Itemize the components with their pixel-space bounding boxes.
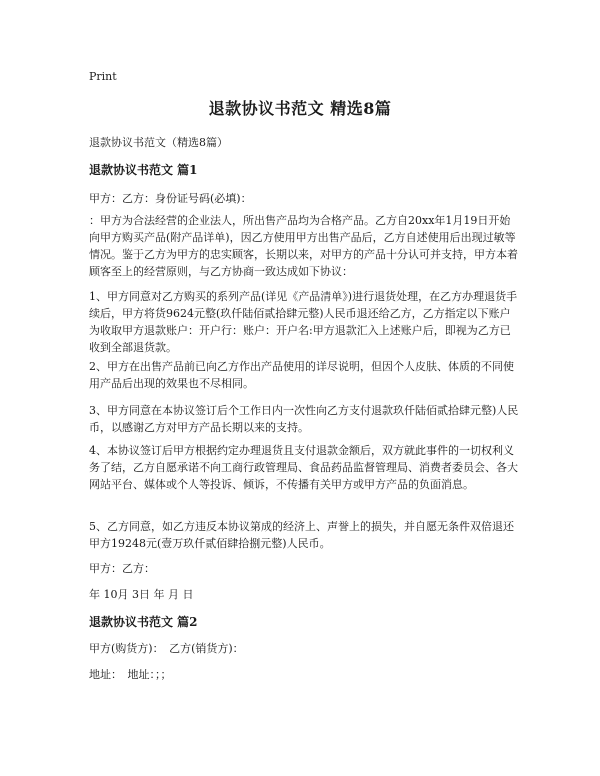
subtitle: 退款协议书范文（精选8篇） (89, 136, 228, 149)
paragraph-clause-1: 1、甲方同意对乙方购买的系列产品(详见《产品清单》)进行退货处理，在乙方办理退货手续后，甲方将货9624元整(玖仟陆佰贰拾肆元整)人民币退还给乙方，乙方指定以下账户为收取甲方退款账户：开户行：账户：开户名:甲方退款汇入上述账户后，即视为乙方已收到全部退货款。 (89, 290, 518, 354)
date-line: 年 10月 3日 年 月 日 (89, 588, 194, 601)
paragraph-clause-2: 2、甲方在出售产品前已向乙方作出产品使用的详尽说明，但因个人皮肤、体质的不同使用产品后出现的效果也不尽相同。 (89, 360, 514, 390)
paragraph-parties: 甲方：乙方：身份证号码(必填)： (89, 192, 252, 205)
signature-line: 甲方：乙方： (89, 562, 155, 575)
paragraph-clause-5: 5、乙方同意，如乙方违反本协议第成的经济上、声誉上的损失，并自愿无条件双倍退还甲方19248元(壹万玖仟贰佰肆拾捌元整)人民币。 (89, 520, 514, 550)
paragraph-clause-4: 4、本协议签订后甲方根据约定办理退货且支付退款金额后，双方就此事件的一切权利义务了结，乙方自愿承诺不向工商行政管理局、食品药品监督管理局、消费者委员会、各大网站平台、媒体或个人等投诉、倾诉，不传播有关甲方或甲方产品的负面消息。 (89, 444, 518, 491)
section-heading-2: 退款协议书范文 篇2 (89, 615, 198, 629)
paragraph-clause-3: 3、甲方同意在本协议签订后个工作日内一次性向乙方支付退款玖仟陆佰贰拾肆元整)人民币，以感谢乙方对甲方产品长期以来的支持。 (89, 404, 519, 434)
page-title: 退款协议书范文 精选8篇 (208, 99, 392, 118)
address-line: 地址： 地址：；； (89, 668, 172, 681)
print-link[interactable]: Print (89, 70, 117, 83)
section-heading-1: 退款协议书范文 篇1 (89, 163, 198, 177)
paragraph-preamble: ：甲方为合法经营的企业法人，所出售产品均为合格产品。乙方自20xx年1月19日开始向甲方购买产品(附产品详单)，因乙方使用甲方出售产品后，乙方自述使用后出现过敏等情况。鉴于乙方为甲方的忠实顾客，长期以来，对甲方的产品十分认可并支持，甲方本着顾客至上的经营原则，与乙方协商一致达成如下协议： (89, 214, 518, 278)
buyer-seller-line: 甲方(购货方)： 乙方(销货方)： (89, 642, 244, 655)
